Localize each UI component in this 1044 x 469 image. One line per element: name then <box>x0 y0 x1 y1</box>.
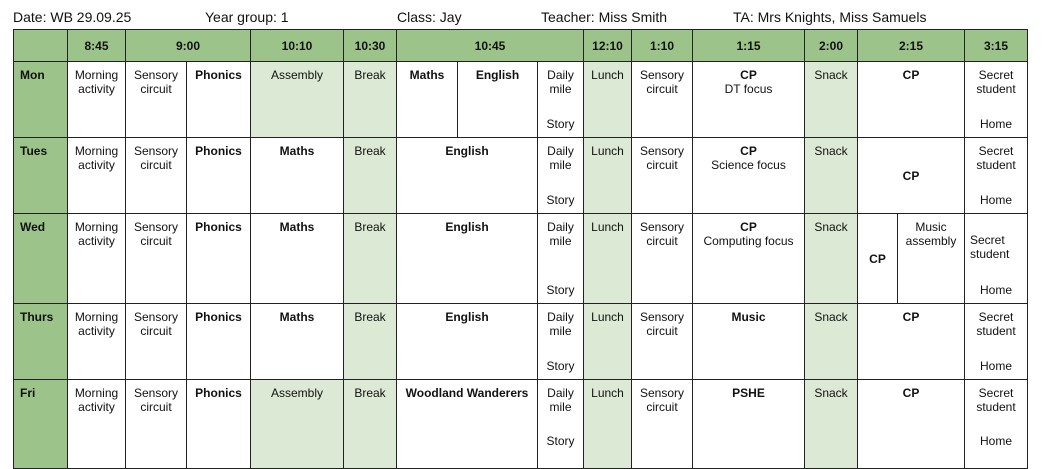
daily-mile-label: Daily mile <box>547 68 574 96</box>
time-header: 12:10 <box>584 30 632 62</box>
end-of-day-cell <box>965 380 1028 469</box>
lesson-cell: Sensory circuit <box>632 62 693 138</box>
lesson-cell: Phonics <box>187 62 251 138</box>
lesson-cell: CP <box>858 138 965 214</box>
cp-label: CP <box>740 68 757 82</box>
lesson-cell: English <box>397 304 538 380</box>
lesson-cell: Sensory circuit <box>126 214 187 304</box>
lesson-cell: Sensory circuit <box>126 380 187 469</box>
lesson-cell: Phonics <box>187 380 251 469</box>
lesson-cell <box>693 62 805 138</box>
lesson-cell: CP <box>858 62 965 138</box>
lesson-cell: PSHE <box>693 380 805 469</box>
end-of-day-cell <box>965 62 1028 138</box>
lesson-cell: Music assembly <box>898 214 965 304</box>
date-label: Date: WB 29.09.25 <box>13 9 132 25</box>
break-cell: Break <box>344 304 397 380</box>
lesson-cell: Morning activity <box>68 304 126 380</box>
lesson-cell: Music <box>693 304 805 380</box>
daily-mile-cell <box>538 62 584 138</box>
lesson-cell: CP <box>858 380 965 469</box>
home-label: Home <box>979 434 1012 448</box>
lesson-cell: English <box>397 138 538 214</box>
secret-student-label: Secret student <box>970 233 1010 261</box>
lesson-cell: Maths <box>251 214 344 304</box>
lesson-cell: Sensory circuit <box>632 214 693 304</box>
lunch-cell: Lunch <box>584 62 632 138</box>
daily-mile-cell <box>538 138 584 214</box>
time-header: 8:45 <box>68 30 126 62</box>
lesson-cell: Phonics <box>187 214 251 304</box>
secret-student-label: Secret student <box>976 386 1016 414</box>
story-label: Story <box>546 359 575 373</box>
lesson-cell: CP <box>858 304 965 380</box>
time-header-row <box>14 30 1028 62</box>
time-header: 3:15 <box>965 30 1028 62</box>
lesson-cell: Sensory circuit <box>632 304 693 380</box>
cp-focus-label: Computing focus <box>703 234 794 248</box>
teacher-label: Teacher: Miss Smith <box>541 9 668 25</box>
time-header: 2:00 <box>805 30 858 62</box>
time-header: 1:15 <box>693 30 805 62</box>
story-label: Story <box>546 434 575 448</box>
story-label: Story <box>546 117 575 131</box>
break-cell: Break <box>344 380 397 469</box>
time-header: 10:30 <box>344 30 397 62</box>
end-of-day-cell <box>965 304 1028 380</box>
day-row-tues <box>14 138 1028 214</box>
lunch-cell: Lunch <box>584 380 632 469</box>
time-header: 2:15 <box>858 30 965 62</box>
daily-mile-cell <box>538 304 584 380</box>
lesson-cell <box>693 214 805 304</box>
day-row-mon <box>14 62 1028 138</box>
lesson-cell: Assembly <box>251 62 344 138</box>
corner-cell <box>14 30 68 62</box>
break-cell: Break <box>344 214 397 304</box>
home-label: Home <box>979 193 1012 207</box>
lesson-cell: Morning activity <box>68 138 126 214</box>
lesson-cell: Phonics <box>187 304 251 380</box>
snack-cell: Snack <box>805 304 858 380</box>
lesson-cell: Morning activity <box>68 62 126 138</box>
cp-label: CP <box>740 220 757 234</box>
ta-label: TA: Mrs Knights, Miss Samuels <box>733 9 927 25</box>
timetable <box>13 29 1028 469</box>
day-label: Thurs <box>14 304 68 380</box>
cp-focus-label: Science focus <box>711 158 786 172</box>
lesson-cell: Sensory circuit <box>126 304 187 380</box>
home-label: Home <box>979 117 1012 131</box>
cp-focus-label: DT focus <box>724 82 773 96</box>
daily-mile-cell <box>538 214 584 304</box>
lesson-cell: Sensory circuit <box>126 138 187 214</box>
time-header: 10:10 <box>251 30 344 62</box>
daily-mile-label: Daily mile <box>547 144 574 172</box>
secret-student-label: Secret student <box>976 310 1016 338</box>
lesson-cell: Maths <box>397 62 458 138</box>
break-cell: Break <box>344 138 397 214</box>
snack-cell: Snack <box>805 380 858 469</box>
lesson-cell: Sensory circuit <box>126 62 187 138</box>
lesson-cell: Morning activity <box>68 214 126 304</box>
lesson-cell: Assembly <box>251 380 344 469</box>
day-label: Fri <box>14 380 68 469</box>
story-label: Story <box>546 283 575 297</box>
day-label: Wed <box>14 214 68 304</box>
end-of-day-cell <box>965 214 1028 304</box>
lesson-cell: CP <box>858 214 898 304</box>
lunch-cell: Lunch <box>584 304 632 380</box>
lesson-cell: Morning activity <box>68 380 126 469</box>
secret-student-label: Secret student <box>976 144 1016 172</box>
snack-cell: Snack <box>805 138 858 214</box>
day-row-thurs <box>14 304 1028 380</box>
day-label: Mon <box>14 62 68 138</box>
lesson-cell: English <box>458 62 538 138</box>
year-group-label: Year group: 1 <box>205 9 289 25</box>
break-cell: Break <box>344 62 397 138</box>
secret-student-label: Secret student <box>976 68 1016 96</box>
lesson-cell <box>693 138 805 214</box>
daily-mile-cell <box>538 380 584 469</box>
lesson-cell: Woodland Wanderers <box>397 380 538 469</box>
snack-cell: Snack <box>805 62 858 138</box>
lesson-cell: Sensory circuit <box>632 380 693 469</box>
cp-label: CP <box>740 144 757 158</box>
daily-mile-label: Daily mile <box>547 386 574 414</box>
home-label: Home <box>979 359 1012 373</box>
lunch-cell: Lunch <box>584 214 632 304</box>
lesson-cell: Maths <box>251 304 344 380</box>
day-label: Tues <box>14 138 68 214</box>
home-label: Home <box>979 283 1012 297</box>
time-header: 1:10 <box>632 30 693 62</box>
time-header: 9:00 <box>126 30 251 62</box>
snack-cell: Snack <box>805 214 858 304</box>
time-header: 10:45 <box>397 30 584 62</box>
end-of-day-cell <box>965 138 1028 214</box>
lesson-cell: Sensory circuit <box>632 138 693 214</box>
day-row-fri <box>14 380 1028 469</box>
daily-mile-label: Daily mile <box>547 220 574 248</box>
class-label: Class: Jay <box>397 9 462 25</box>
daily-mile-label: Daily mile <box>547 310 574 338</box>
lesson-cell: English <box>397 214 538 304</box>
story-label: Story <box>546 193 575 207</box>
lesson-cell: Maths <box>251 138 344 214</box>
lesson-cell: Phonics <box>187 138 251 214</box>
lunch-cell: Lunch <box>584 138 632 214</box>
day-row-wed <box>14 214 1028 304</box>
